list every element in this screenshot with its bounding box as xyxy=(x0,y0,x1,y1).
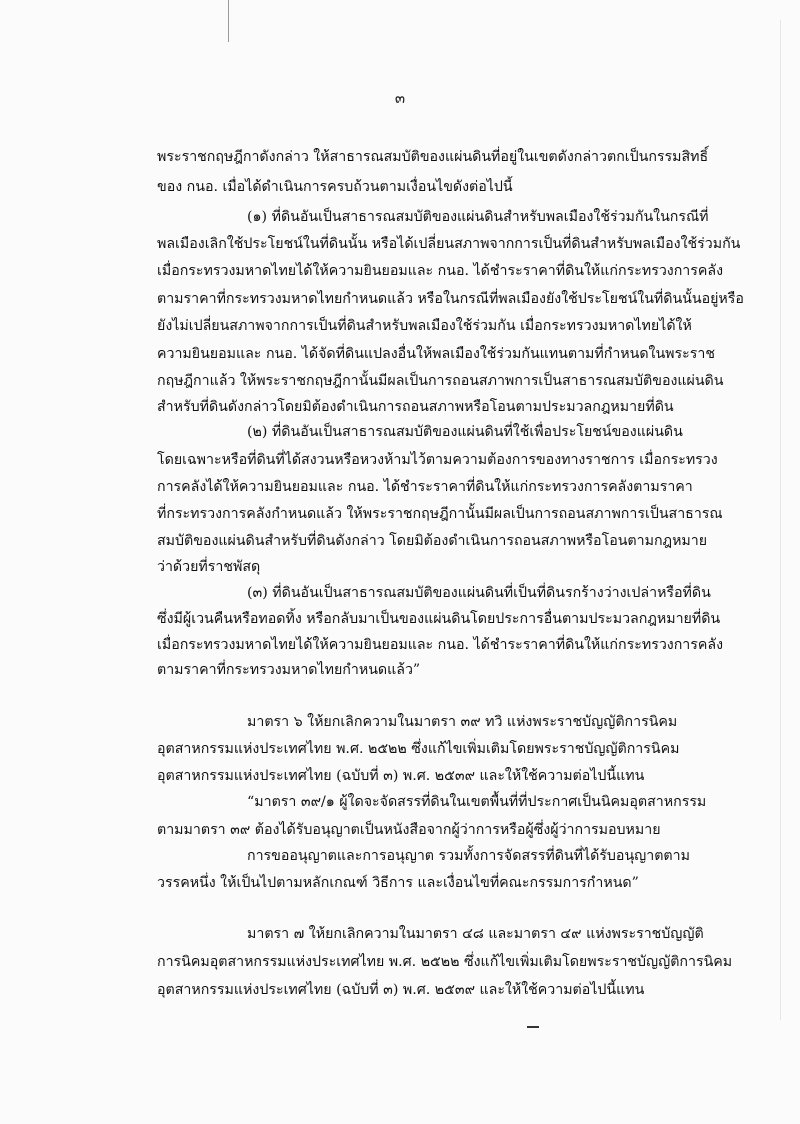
text-line: อุตสาหกรรมแห่งประเทศไทย (ฉบับที่ ๓) พ.ศ. ๒๕๓๙ และให้ใช้ความต่อไปนี้แทน xyxy=(157,982,645,998)
text-line: ที่กระทรวงการคลังกำหนดแล้ว ให้พระราชกฤษฎีกานั้นมีผลเป็นการถอนสภาพการเป็นสาธารณ xyxy=(157,506,723,522)
text-line: เมื่อกระทรวงมหาดไทยได้ให้ความยินยอมและ กนอ. ได้ชำระราคาที่ดินให้แก่กระทรวงการคลัง xyxy=(157,263,723,279)
page-number: ๓ xyxy=(394,89,406,107)
text-line: โดยเฉพาะหรือที่ดินที่ได้สงวนหรือหวงห้ามไว้ตามความต้องการของทางราชการ เมื่อกระทรวง xyxy=(157,452,718,468)
text-line: “มาตรา ๓๙/๑ ผู้ใดจะจัดสรรที่ดินในเขตพื้นที่ที่ประกาศเป็นนิคมอุตสาหกรรม xyxy=(247,794,707,810)
text-line: พลเมืองเลิกใช้ประโยชน์ในที่ดินนั้น หรือได้เปลี่ยนสภาพจากการเป็นที่ดินสำหรับพลเมืองใช้ร่วมกัน xyxy=(157,236,741,252)
text-line: การขออนุญาตและการอนุญาต รวมทั้งการจัดสรรที่ดินที่ได้รับอนุญาตตาม xyxy=(247,848,690,864)
text-line: ของ กนอ. เมื่อได้ดำเนินการครบถ้วนตามเงื่อนไขดังต่อไปนี้ xyxy=(157,179,513,195)
text-line: ซึ่งมีผู้เวนคืนหรือทอดทิ้ง หรือกลับมาเป็นของแผ่นดินโดยประการอื่นตามประมวลกฎหมายที่ดิน xyxy=(157,611,721,627)
text-line: ตามราคาที่กระทรวงมหาดไทยกำหนดแล้ว หรือในกรณีที่พลเมืองยังใช้ประโยชน์ในที่ดินนั้นอยู่หรือ xyxy=(157,291,744,307)
text-line: (๓) ที่ดินอันเป็นสาธารณสมบัติของแผ่นดินที่เป็นที่ดินรกร้างว่างเปล่าหรือที่ดิน xyxy=(247,585,711,601)
text-line: (๑) ที่ดินอันเป็นสาธารณสมบัติของแผ่นดินสำหรับพลเมืองใช้ร่วมกันในกรณีที่ xyxy=(247,209,709,225)
text-line: เมื่อกระทรวงมหาดไทยได้ให้ความยินยอมและ กนอ. ได้ชำระราคาที่ดินให้แก่กระทรวงการคลัง xyxy=(157,637,723,653)
text-line: (๒) ที่ดินอันเป็นสาธารณสมบัติของแผ่นดินที่ใช้เพื่อประโยชน์ของแผ่นดิน xyxy=(247,424,683,440)
text-line: สำหรับที่ดินดังกล่าวโดยมิต้องดำเนินการถอนสภาพหรือโอนตามประมวลกฎหมายที่ดิน xyxy=(157,399,674,415)
text-line: สมบัติของแผ่นดินสำหรับที่ดินดังกล่าว โดยมิต้องดำเนินการถอนสภาพหรือโอนตามกฎหมาย xyxy=(157,533,708,549)
text-line: ยังไม่เปลี่ยนสภาพจากการเป็นที่ดินสำหรับพลเมืองใช้ร่วมกัน เมื่อกระทรวงมหาดไทยได้ให้ xyxy=(157,318,692,334)
text-line: มาตรา ๖ ให้ยกเลิกความในมาตรา ๓๙ ทวิ แห่งพระราชบัญญัติการนิคม xyxy=(247,714,678,730)
text-line: ตามมาตรา ๓๙ ต้องได้รับอนุญาตเป็นหนังสือจากผู้ว่าการหรือผู้ซึ่งผู้ว่าการมอบหมาย xyxy=(157,822,661,838)
text-line: กฤษฎีกาแล้ว ให้พระราชกฤษฎีกานั้นมีผลเป็นการถอนสภาพการเป็นสาธารณสมบัติของแผ่นดิน xyxy=(157,373,724,389)
text-line: มาตรา ๗ ให้ยกเลิกความในมาตรา ๔๘ และมาตรา ๔๙ แห่งพระราชบัญญัติ xyxy=(247,926,704,942)
text-line: อุตสาหกรรมแห่งประเทศไทย (ฉบับที่ ๓) พ.ศ. ๒๕๓๙ และให้ใช้ความต่อไปนี้แทน xyxy=(157,768,645,784)
text-line: การนิคมอุตสาหกรรมแห่งประเทศไทย พ.ศ. ๒๕๒๒ ซึ่งแก้ไขเพิ่มเติมโดยพระราชบัญญัติการนิคม xyxy=(157,954,733,970)
text-line: ว่าด้วยที่ราชพัสดุ xyxy=(157,559,261,575)
scan-artifact-line-right xyxy=(780,20,781,1020)
text-line: พระราชกฤษฎีกาดังกล่าว ให้สาธารณสมบัติของแผ่นดินที่อยู่ในเขตดังกล่าวตกเป็นกรรมสิทธิ์ xyxy=(157,149,709,165)
continuation-mark xyxy=(527,1026,539,1028)
text-line: ความยินยอมและ กนอ. ได้จัดที่ดินแปลงอื่นให้พลเมืองใช้ร่วมกันแทนตามที่กำหนดในพระราช xyxy=(157,346,715,362)
text-line: วรรคหนึ่ง ให้เป็นไปตามหลักเกณฑ์ วิธีการ และเงื่อนไขที่คณะกรรมการกำหนด” xyxy=(157,875,639,891)
text-line: อุตสาหกรรมแห่งประเทศไทย พ.ศ. ๒๕๒๒ ซึ่งแก้ไขเพิ่มเติมโดยพระราชบัญญัติการนิคม xyxy=(157,741,680,757)
text-line: การคลังได้ให้ความยินยอมและ กนอ. ได้ชำระราคาที่ดินให้แก่กระทรวงการคลังตามราคา xyxy=(157,479,693,495)
scan-artifact-line xyxy=(228,0,229,42)
text-line: ตามราคาที่กระทรวงมหาดไทยกำหนดแล้ว” xyxy=(157,662,421,678)
